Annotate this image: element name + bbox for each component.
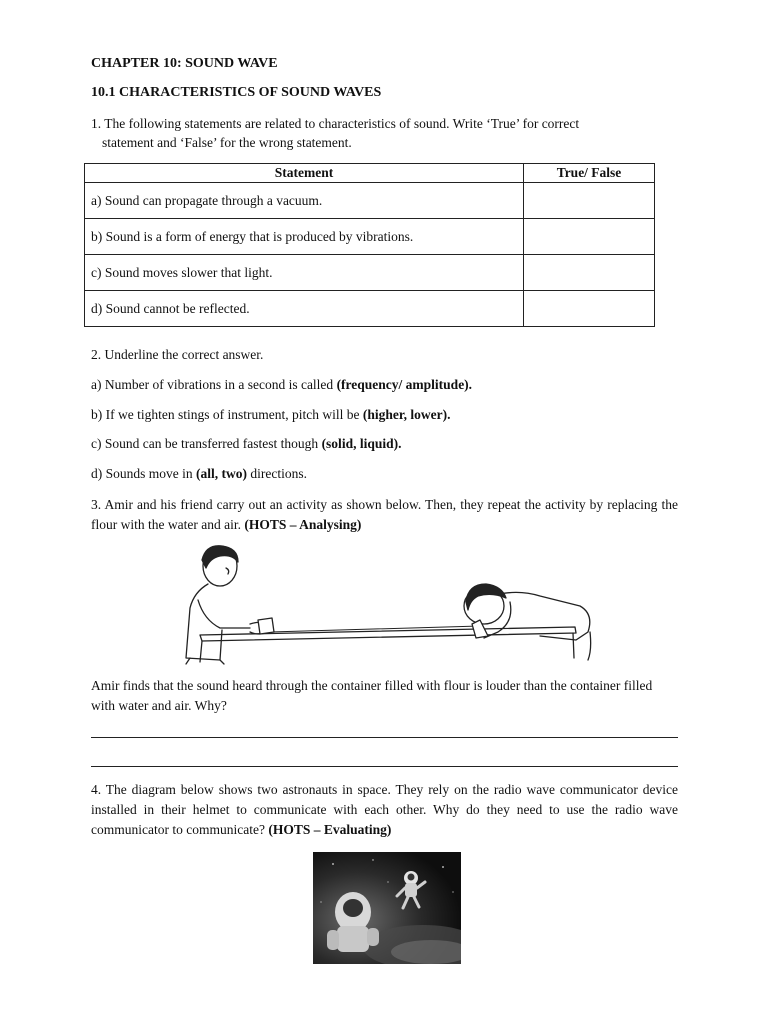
boy-right-figure — [464, 584, 591, 660]
q2-item-b-text: b) If we tighten stings of instrument, pitch will be — [91, 407, 363, 422]
q4-hots-tag: (HOTS – Evaluating) — [268, 822, 392, 837]
answer-line-1[interactable] — [91, 737, 678, 738]
answer-cell-a[interactable] — [524, 183, 655, 219]
q2-item-d-after: directions. — [247, 466, 308, 481]
q2-instruction: 2. Underline the correct answer. — [91, 347, 264, 362]
q2-item-d-options[interactable]: (all, two) — [196, 466, 248, 481]
string-telephone-illustration — [180, 540, 620, 668]
answer-cell-c[interactable] — [524, 255, 655, 291]
q2-item-c-options[interactable]: (solid, liquid). — [321, 436, 402, 451]
can-left — [258, 618, 274, 634]
true-false-table — [84, 163, 655, 327]
statement-c: c) Sound moves slower that light. — [85, 255, 524, 291]
q2-item-a — [91, 375, 472, 395]
statement-header: Statement — [85, 164, 524, 183]
q2-item-a-options[interactable]: (frequency/ amplitude). — [336, 377, 473, 392]
statement-a: a) Sound can propagate through a vacuum. — [85, 183, 524, 219]
answer-cell-d[interactable] — [524, 291, 655, 327]
q4-body: 4. The diagram below shows two astronauts in space. They rely on the radio wave communicator device installed in their helmet to communicate with each other. Why do they need to use the radio wave communicator to communicate? — [91, 782, 678, 837]
q2-item-c — [91, 434, 401, 454]
q2-item-b-options[interactable]: (higher, lower). — [362, 407, 451, 422]
statement-d: d) Sound cannot be reflected. — [85, 291, 524, 327]
q3-followup: Amir finds that the sound heard through the container filled with flour is louder than the container filled with water and air. Why? — [91, 678, 653, 713]
answer-line-2[interactable] — [91, 766, 678, 767]
q2-item-c-text: c) Sound can be transferred fastest though — [91, 436, 322, 451]
q1-instruction-line1: 1. The following statements are related to characteristics of sound. Write ‘True’ for correct — [91, 116, 580, 131]
q1-instruction-line2: statement and ‘False’ for the wrong statement. — [102, 135, 352, 150]
astronauts-in-space-photo — [313, 852, 461, 964]
chapter-title: CHAPTER 10: SOUND WAVE — [91, 56, 278, 71]
true-false-header: True/ False — [524, 164, 655, 183]
table-row — [85, 183, 655, 219]
q3-body: 3. Amir and his friend carry out an activity as shown below. Then, they repeat the activity by replacing the flour with the water and air. — [91, 497, 678, 532]
table-row — [85, 219, 655, 255]
q2-item-a-text: a) Number of vibrations in a second is called — [91, 377, 337, 392]
q2-item-d — [91, 464, 307, 484]
section-title: 10.1 CHARACTERISTICS OF SOUND WAVES — [91, 85, 382, 100]
statement-b: b) Sound is a form of energy that is produced by vibrations. — [85, 219, 524, 255]
q2-item-d-text: d) Sounds move in — [91, 466, 197, 481]
q2-item-b — [91, 405, 450, 425]
table-row — [85, 255, 655, 291]
q3-hots-tag: (HOTS – Analysing) — [244, 517, 362, 532]
table-header-row — [85, 164, 655, 183]
table-row — [85, 291, 655, 327]
answer-cell-b[interactable] — [524, 219, 655, 255]
q4-text — [91, 780, 678, 840]
boy-left-figure — [186, 546, 268, 664]
q3-text — [91, 495, 678, 535]
